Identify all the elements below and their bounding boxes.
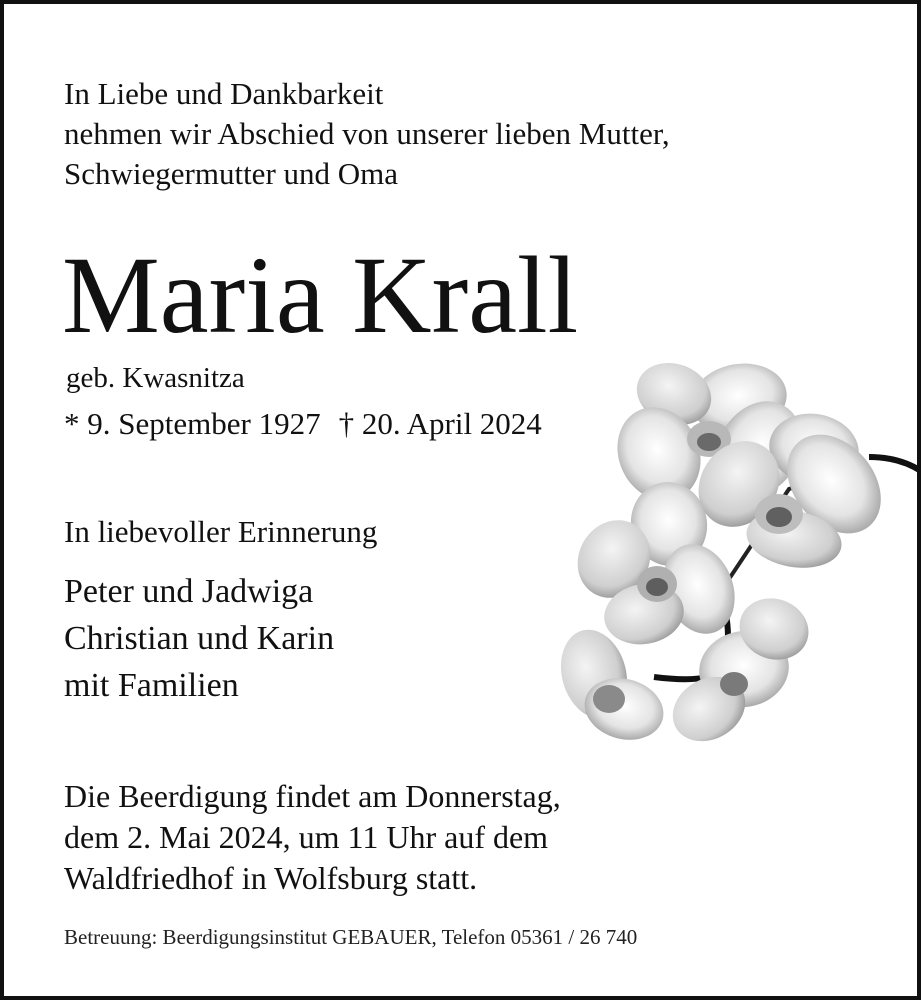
life-dates (64, 404, 542, 444)
maiden-name: geb. Kwasnitza (66, 362, 245, 394)
intro-text (64, 74, 670, 194)
deceased-name: Maria Krall (62, 234, 579, 356)
intro-line-3: Schwiegermutter und Oma (64, 156, 399, 191)
memory-line: In liebevoller Erinnerung (64, 514, 378, 549)
funeral-line-3: Waldfriedhof in Wolfsburg statt. (64, 860, 478, 896)
undertaker-info: Betreuung: Beerdigungsinstitut GEBAUER, Telefon 05361 / 26 740 (64, 925, 638, 949)
death-date: † 20. April 2024 (338, 406, 542, 441)
funeral-line-2: dem 2. Mai 2024, um 11 Uhr auf dem (64, 819, 549, 855)
funeral-line-1: Die Beerdigung findet am Donnerstag, (64, 778, 561, 814)
family-line-1: Peter und Jadwiga (64, 573, 314, 610)
family-line-2: Christian und Karin (64, 620, 335, 657)
family-list (64, 568, 334, 709)
family-line-3: mit Familien (64, 667, 239, 704)
intro-line-1: In Liebe und Dankbarkeit (64, 76, 384, 111)
birth-date: * 9. September 1927 (64, 406, 321, 441)
orchid-icon (559, 339, 921, 759)
funeral-info (64, 776, 561, 899)
intro-line-2: nehmen wir Abschied von unserer lieben Mutter, (64, 116, 670, 151)
